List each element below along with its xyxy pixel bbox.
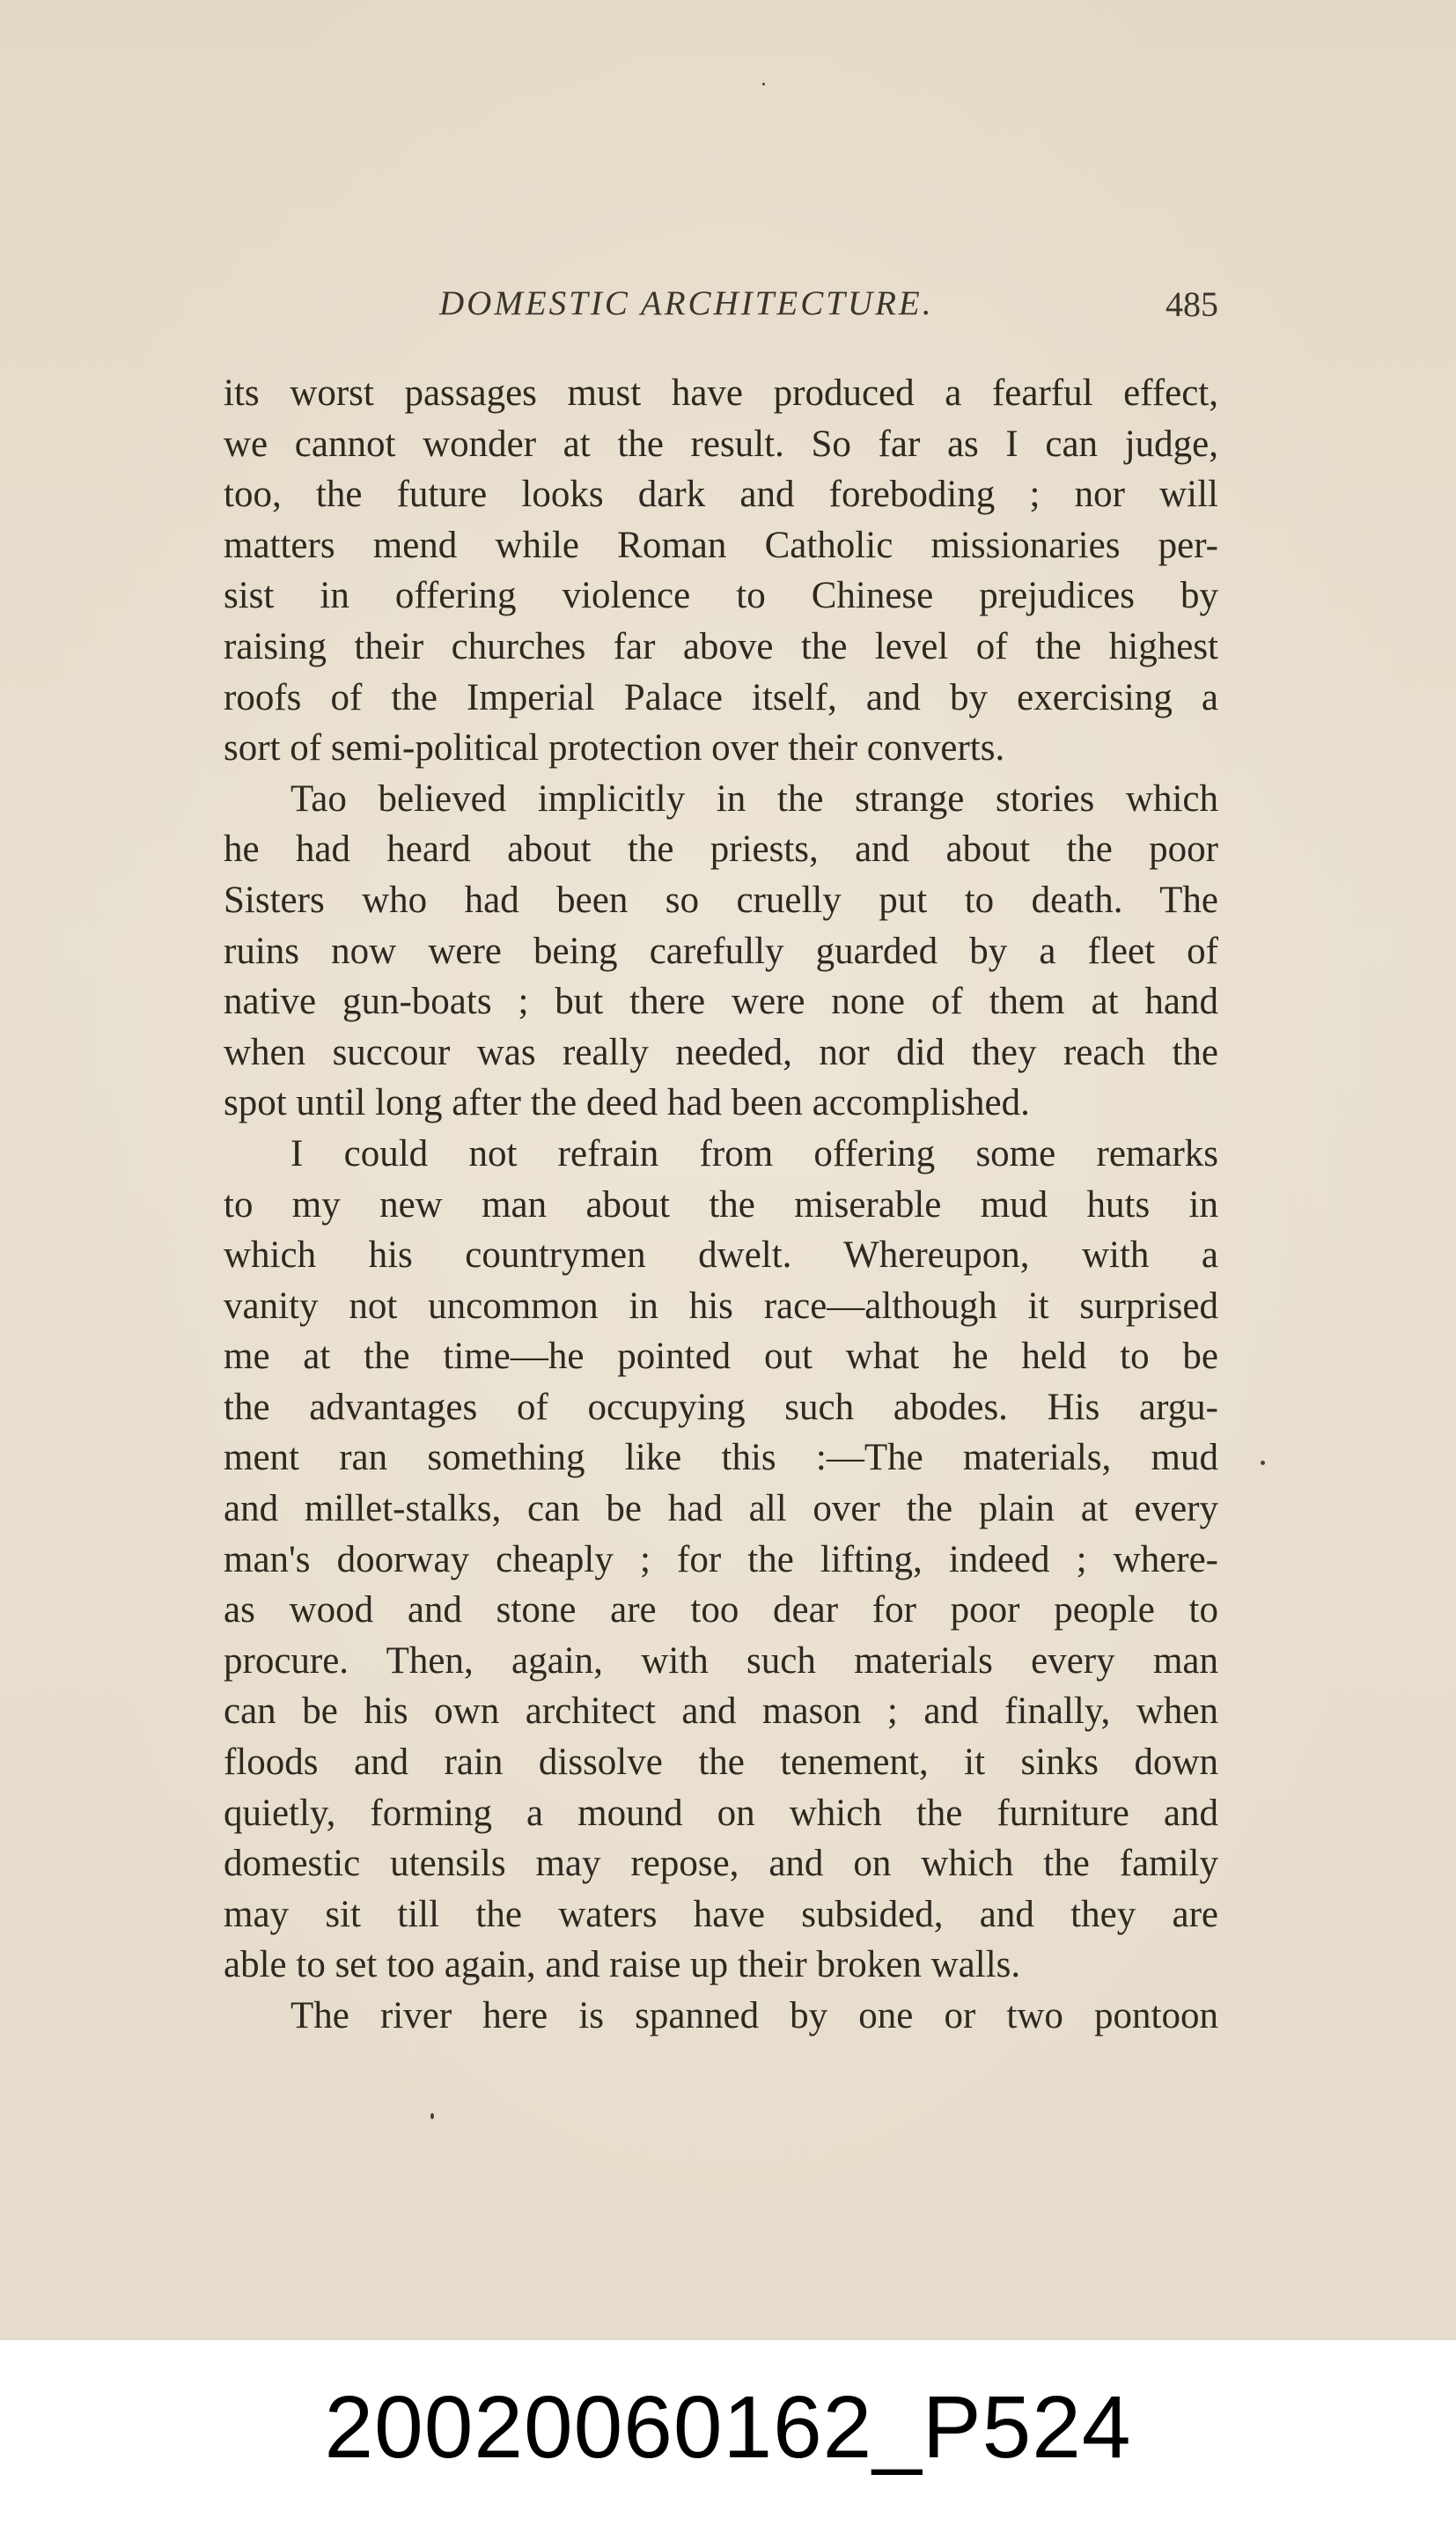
running-title: DOMESTIC ARCHITECTURE. bbox=[439, 284, 934, 322]
page-number: 485 bbox=[1166, 284, 1218, 324]
text-line: we cannot wonder at the result. So far as I can judge, bbox=[224, 423, 1218, 465]
text-line: procure. Then, again, with such materials every man bbox=[224, 1639, 1218, 1682]
text-line: raising their churches far above the level of the highest bbox=[224, 625, 1218, 667]
running-head bbox=[224, 284, 1218, 333]
text-line: ment ran something like this :—The materials, mud bbox=[224, 1437, 1218, 1479]
text-line: the advantages of occupying such abodes. His argu- bbox=[224, 1386, 1218, 1428]
text-line: and millet-stalks, can be had all over the plain at every bbox=[224, 1488, 1218, 1530]
text-line: its worst passages must have produced a fearful effect, bbox=[224, 372, 1218, 414]
text-line: spot until long after the deed had been accomplished. bbox=[224, 1082, 1030, 1124]
text-line: can be his own architect and mason ; and finally, when bbox=[224, 1690, 1218, 1733]
text-line: The river here is spanned by one or two pontoon bbox=[290, 1995, 1218, 2036]
text-line: floods and rain dissolve the tenement, it sinks down bbox=[224, 1742, 1218, 1784]
text-line: Tao believed implicitly in the strange stories which bbox=[290, 777, 1218, 820]
text-line: as wood and stone are too dear for poor people to bbox=[224, 1589, 1218, 1631]
text-line: native gun-boats ; but there were none of them at hand bbox=[224, 981, 1218, 1023]
text-line: may sit till the waters have subsided, and they are bbox=[224, 1893, 1218, 1935]
text-line: sort of semi-political protection over their converts. bbox=[224, 727, 1005, 770]
text-line: able to set too again, and raise up their broken walls. bbox=[224, 1944, 1021, 1986]
text-line: me at the time—he pointed out what he held to be bbox=[224, 1336, 1218, 1378]
image-caption: 20020060162_P524 bbox=[324, 2378, 1132, 2477]
text-line: too, the future looks dark and foreboding ; nor will bbox=[224, 474, 1218, 516]
ink-speck bbox=[762, 83, 765, 85]
text-line: which his countrymen dwelt. Whereupon, with a bbox=[224, 1234, 1218, 1277]
text-line: man's doorway cheaply ; for the lifting, indeed ; where- bbox=[224, 1538, 1218, 1580]
text-line: ruins now were being carefully guarded by a fleet of bbox=[224, 930, 1218, 972]
ink-speck bbox=[430, 2113, 434, 2119]
text-line: I could not refrain from offering some remarks bbox=[290, 1132, 1218, 1175]
text-line: quietly, forming a mound on which the furniture and bbox=[224, 1792, 1218, 1834]
text-line: domestic utensils may repose, and on which the family bbox=[224, 1843, 1218, 1885]
text-line: he had heard about the priests, and about the poor bbox=[224, 828, 1218, 871]
text-line: sist in offering violence to Chinese prejudices by bbox=[224, 575, 1218, 617]
text-line: Sisters who had been so cruelly put to death. The bbox=[224, 879, 1218, 921]
text-line: matters mend while Roman Catholic missionaries per- bbox=[224, 524, 1218, 566]
body-text bbox=[224, 368, 1218, 2042]
text-line: roofs of the Imperial Palace itself, and by exercising a bbox=[224, 676, 1218, 718]
ink-speck bbox=[1261, 1461, 1265, 1465]
text-line: when succour was really needed, nor did they reach the bbox=[224, 1031, 1218, 1073]
text-line: vanity not uncommon in his race—although it surprised bbox=[224, 1285, 1218, 1327]
text-line: to my new man about the miserable mud huts in bbox=[224, 1183, 1218, 1226]
